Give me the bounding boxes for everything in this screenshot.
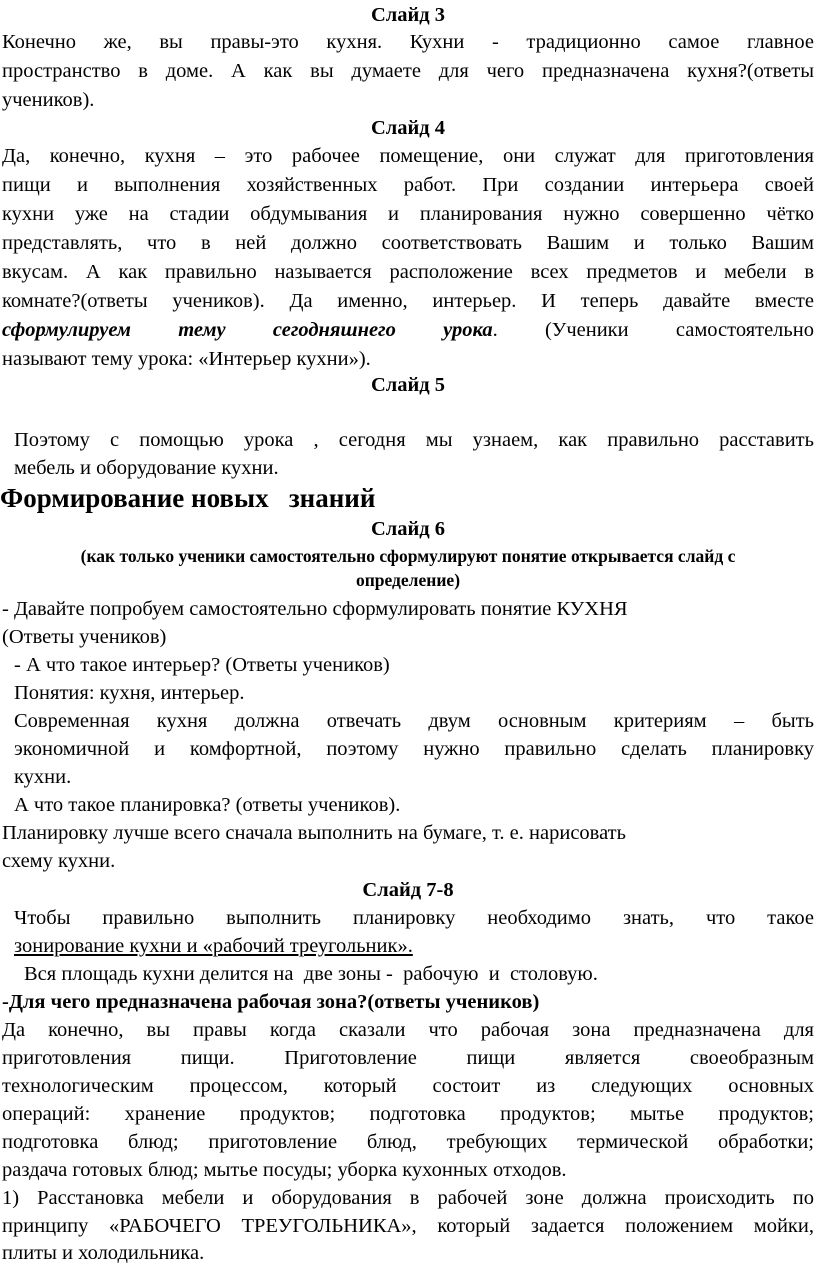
slide-7-8-item-1-line-1: 1) Расстановка мебели и оборудования в рабочей зоне должна происходить по xyxy=(2,1187,814,1209)
slide-7-8-para-line-2: приготовления пищи. Приготовление пищи является своеобразным xyxy=(2,1047,814,1069)
slide-6-line-8: А что такое планировка? (ответы учеников). xyxy=(14,794,401,816)
slide-3-line-2: пространство в доме. А как вы думаете для чего предназначена кухня?(ответы xyxy=(2,60,814,82)
slide-7-8-line-1: Чтобы правильно выполнить планировку необходимо знать, что такое xyxy=(14,907,814,929)
slide-4-line-1: Да, конечно, кухня – это рабочее помещение, они служат для приготовления xyxy=(2,145,814,167)
slide-6-line-6: экономичной и комфортной, поэтому нужно правильно сделать планировку xyxy=(14,738,814,760)
slide-4-line-6: комнате?(ответы учеников). Да именно, интерьер. И теперь давайте вместе xyxy=(2,290,814,312)
zoning-triangle-underlined: зонирование кухни и «рабочий треугольник». xyxy=(14,935,413,957)
slide-6-line-3: - А что такое интерьер? (Ответы учеников) xyxy=(14,654,390,676)
slide-4-line-5: вкусам. А как правильно называется расположение всех предметов и мебели в xyxy=(2,261,814,283)
slide-6-line-2: (Ответы учеников) xyxy=(2,626,167,648)
slide-6-note-line-2: определение) xyxy=(355,570,461,590)
slide-6-line-4: Понятия: кухня, интерьер. xyxy=(14,682,245,704)
slide-7-8-para-line-6: раздача готовых блюд; мытье посуды; уборка кухонных отходов. xyxy=(2,1159,567,1181)
slide-7-8-para-line-3: технологическим процессом, который состоит из следующих основных xyxy=(2,1075,814,1097)
slide-4-line-8: называют тему урока: «Интерьер кухни»). xyxy=(2,348,371,370)
slide-7-8-item-1-line-2: принципу «РАБОЧЕГО ТРЕУГОЛЬНИКА», который задается положением мойки, xyxy=(2,1215,814,1237)
slide-7-8-title: Слайд 7-8 xyxy=(362,879,454,901)
slide-6-line-1: - Давайте попробуем самостоятельно сформулировать понятие КУХНЯ xyxy=(2,598,628,620)
slide-6-line-10: схему кухни. xyxy=(2,850,116,872)
slide-4-line-7-rest: . (Ученики самостоятельно xyxy=(492,319,814,341)
slide-7-8-line-3: Вся площадь кухни делится на две зоны - рабочую и столовую. xyxy=(24,963,598,985)
slide-6-note-line-1: (как только ученики самостоятельно сформулируют понятие открывается слайд с xyxy=(80,546,736,566)
slide-7-8-para-line-5: подготовка блюд; приготовление блюд, требующих термической обработки; xyxy=(2,1131,814,1153)
slide-6-line-7: кухни. xyxy=(14,766,72,788)
slide-7-8-para-line-4: операций: хранение продуктов; подготовка продуктов; мытье продуктов; xyxy=(2,1103,814,1125)
slide-5-line-2: мебель и оборудование кухни. xyxy=(14,457,279,479)
slide-4-line-4: представлять, что в ней должно соответствовать Вашим и только Вашим xyxy=(2,232,814,254)
work-zone-question: -Для чего предназначена рабочая зона?(ответы учеников) xyxy=(2,991,540,1013)
section-heading: Формирование новых знаний xyxy=(0,483,376,513)
slide-4-line-3: кухни уже на стадии обдумывания и планирования нужно совершенно чётко xyxy=(2,203,814,225)
slide-5-title: Слайд 5 xyxy=(370,374,446,396)
slide-3-line-1: Конечно же, вы правы-это кухня. Кухни - традиционно самое главное xyxy=(2,31,814,53)
slide-4-title: Слайд 4 xyxy=(370,117,446,139)
slide-7-8-item-1-line-3: плиты и холодильника. xyxy=(2,1242,205,1264)
lesson-topic-emphasis: сформулируем тему сегодняшнего урока xyxy=(2,319,493,341)
slide-4-line-7 xyxy=(2,317,814,344)
slide-6-line-5: Современная кухня должна отвечать двум основным критериям – быть xyxy=(14,710,814,732)
slide-3-title: Слайд 3 xyxy=(370,4,446,26)
slide-3-line-3: учеников). xyxy=(2,89,95,111)
slide-7-8-para-line-1: Да конечно, вы правы когда сказали что рабочая зона предназначена для xyxy=(2,1019,814,1041)
slide-4-line-2: пищи и выполнения хозяйственных работ. При создании интерьера своей xyxy=(2,174,814,196)
slide-5-line-1: Поэтому с помощью урока , сегодня мы узнаем, как правильно расставить xyxy=(14,429,814,451)
slide-6-title: Слайд 6 xyxy=(370,518,446,540)
slide-6-line-9: Планировку лучше всего сначала выполнить на бумаге, т. е. нарисовать xyxy=(2,822,626,844)
